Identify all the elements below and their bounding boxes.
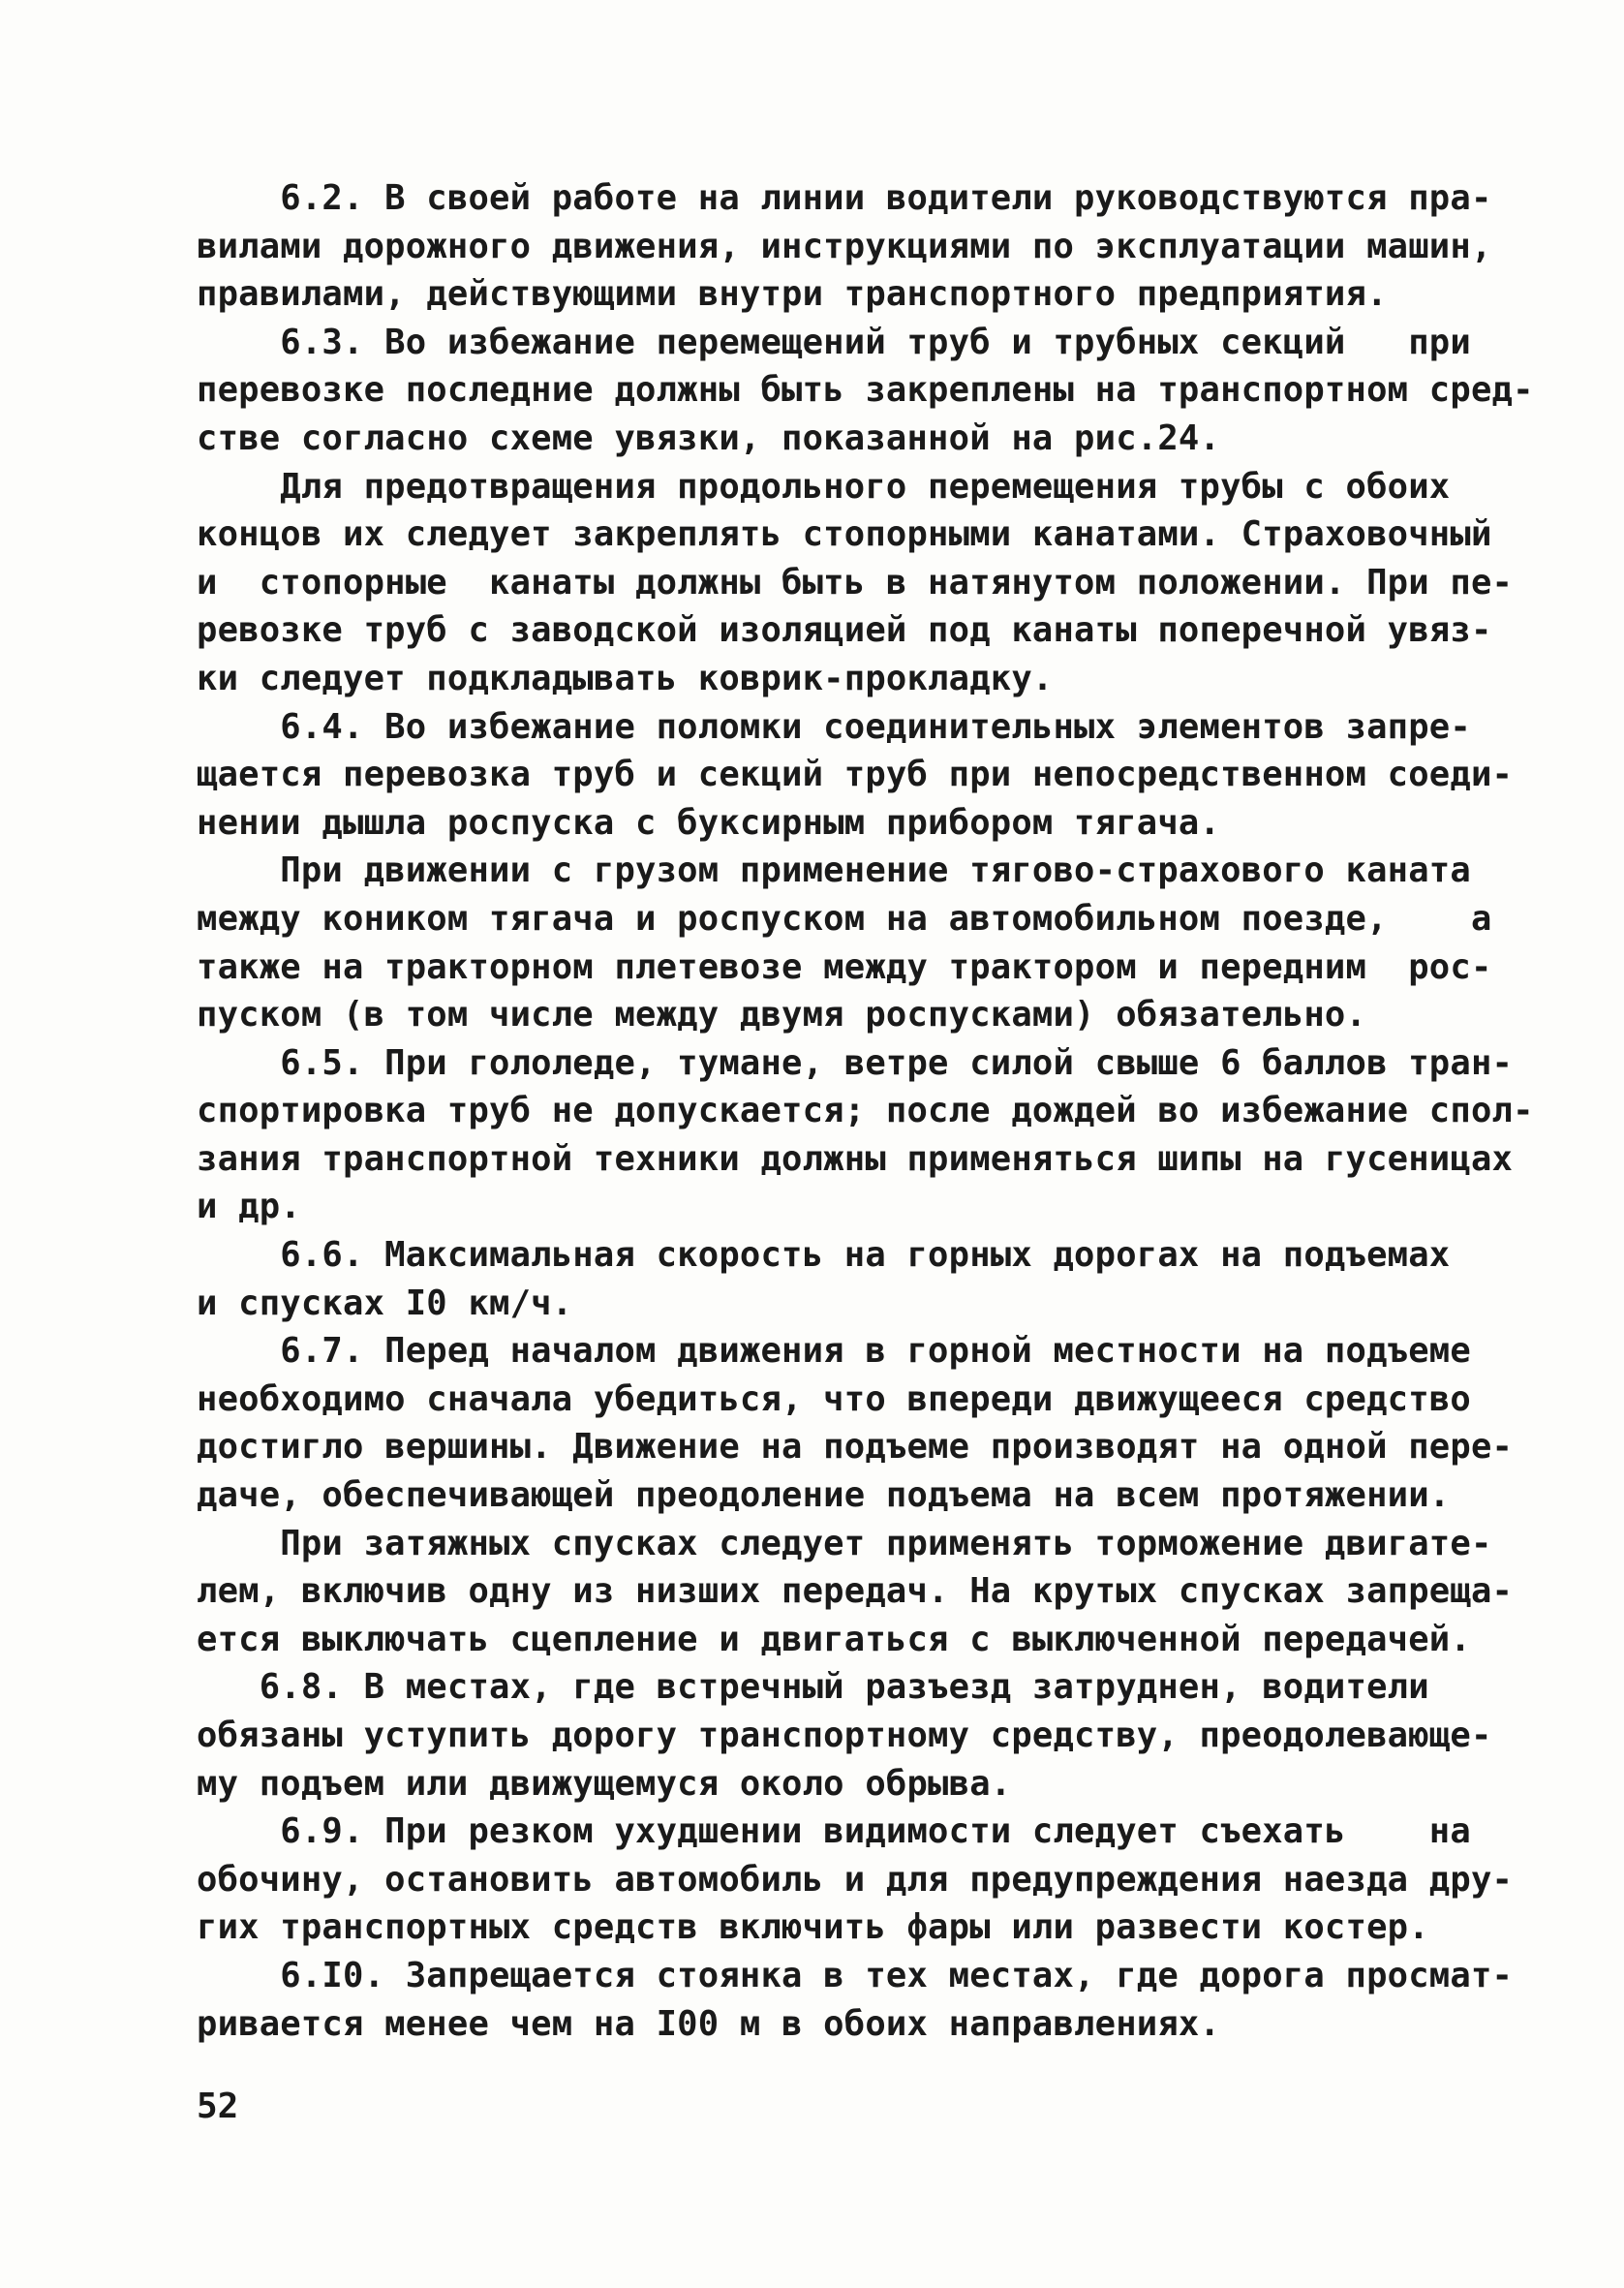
text-line: 6.9. При резком ухудшении видимости следует съехать на (197, 1811, 1471, 1852)
text-line: При движении с грузом применение тягово-страхового каната (197, 850, 1471, 891)
text-line: перевозке последние должны быть закреплены на транспортном сред- (197, 370, 1534, 411)
text-line: пуском (в том числе между двумя роспусками) обязательно. (197, 995, 1367, 1036)
text-line: 6.I0. Запрещается стоянка в тех местах, где дорога просмат- (197, 1955, 1514, 1995)
text-line: 6.3. Во избежание перемещений труб и трубных секций при (197, 322, 1471, 362)
text-line: ревозке труб с заводской изоляцией под канаты поперечной увяз- (197, 610, 1492, 651)
text-line: ривается менее чем на I00 м в обоих направлениях. (197, 2003, 1221, 2044)
text-line: ки следует подкладывать коврик-прокладку. (197, 658, 1054, 698)
text-line: между коником тягача и роспуском на автомобильном поезде, а (197, 898, 1492, 939)
text-line: вилами дорожного движения, инструкциями по эксплуатации машин, (197, 226, 1492, 266)
text-line: концов их следует закреплять стопорными канатами. Страховочный (197, 514, 1492, 555)
text-line: щается перевозка труб и секций труб при непосредственном соеди- (197, 755, 1514, 795)
text-line: 6.2. В своей работе на линии водители руководствуются пра- (197, 178, 1492, 218)
body-text (197, 174, 1534, 2048)
text-line: правилами, действующими внутри транспортного предприятия. (197, 274, 1388, 315)
text-line: му подъем или движущемуся около обрыва. (197, 1763, 1012, 1804)
text-line: и др. (197, 1187, 301, 1227)
text-line: нении дышла роспуска с буксирным прибором тягача. (197, 802, 1221, 843)
text-line: и стопорные канаты должны быть в натянутом положении. При пе- (197, 562, 1514, 603)
text-line: 6.4. Во избежание поломки соединительных элементов запре- (197, 706, 1471, 747)
page-number: 52 (197, 2087, 239, 2126)
text-line: При затяжных спусках следует применять торможение двигате- (197, 1523, 1492, 1563)
text-line: необходимо сначала убедиться, что впереди движущееся средство (197, 1378, 1471, 1419)
text-line: гих транспортных средств включить фары или развести костер. (197, 1907, 1429, 1948)
text-line: также на тракторном плетевозе между трактором и передним рос- (197, 946, 1492, 987)
text-line: даче, обеспечивающей преодоление подъема на всем протяжении. (197, 1475, 1451, 1516)
text-line: 6.8. В местах, где встречный разъезд затруднен, водители (197, 1667, 1429, 1708)
text-line: обочину, остановить автомобиль и для предупреждения наезда дру- (197, 1859, 1514, 1900)
text-line: 6.6. Максимальная скорость на горных дорогах на подъемах (197, 1235, 1451, 1276)
text-line: лем, включив одну из низших передач. На крутых спусках запреща- (197, 1571, 1514, 1612)
text-line: стве согласно схеме увязки, показанной на рис.24. (197, 417, 1221, 458)
text-line: 6.5. При гололеде, тумане, ветре силой свыше 6 баллов тран- (197, 1042, 1514, 1083)
text-line: и спусках I0 км/ч. (197, 1283, 573, 1323)
text-line: 6.7. Перед началом движения в горной местности на подъеме (197, 1331, 1471, 1372)
text-line: ется выключать сцепление и двигаться с выключенной передачей. (197, 1619, 1471, 1659)
text-line: спортировка труб не допускается; после дождей во избежание спол- (197, 1091, 1534, 1131)
text-line: обязаны уступить дорогу транспортному средству, преодолевающе- (197, 1716, 1492, 1755)
text-line: зания транспортной техники должны применяться шипы на гусеницах (197, 1138, 1514, 1179)
text-line: достигло вершины. Движение на подъеме производят на одной пере- (197, 1427, 1514, 1468)
text-line: Для предотвращения продольного перемещения трубы с обоих (197, 466, 1451, 507)
